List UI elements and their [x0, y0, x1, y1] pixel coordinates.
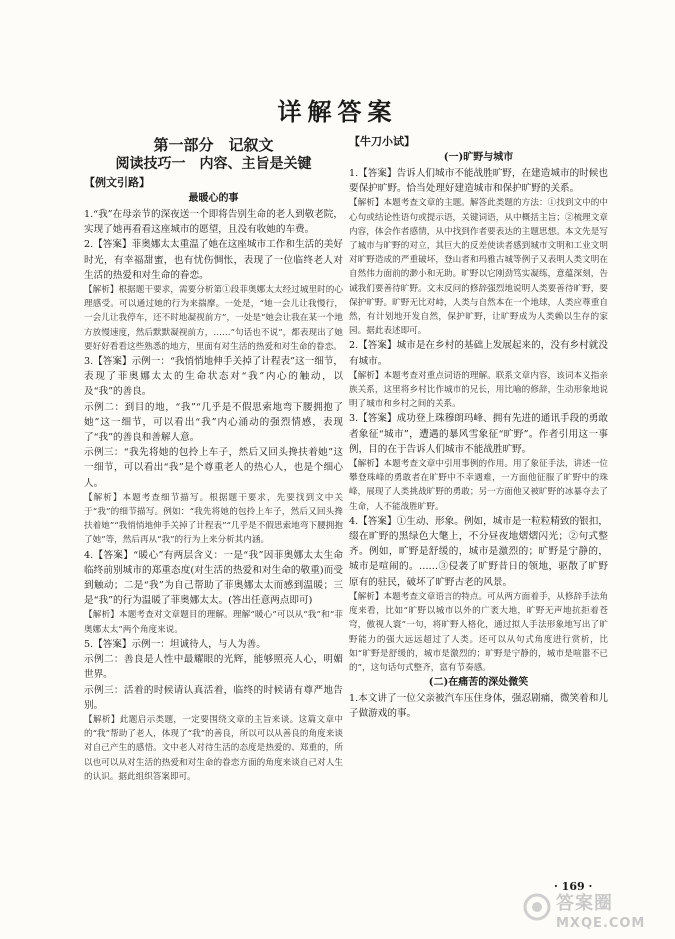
- analysis-paragraph: 【解析】本题考查细节描写。根据题干要求，先要找到文中关于“我”的细节描写。例如：“我先将她的包拎上车子，然后又回头搀扶着她”“我悄悄地伸手关掉了计程表”“几乎是不假思索地弯下腰拥抱了她”等，然后再从“我”的行为上来分析其内涵。: [84, 492, 343, 546]
- left-answer-list: [84, 207, 343, 784]
- watermark-url: MXQE.COM: [556, 916, 646, 931]
- answer-paragraph: 3.【答案】成功登上珠穆朗玛峰、拥有先进的通讯手段的勇敢者象征“城市”，遭遇的暴风雪象征“旷野”。作者引用这一事例，目的在于告诉人们城市不能战胜旷野。: [349, 413, 608, 455]
- page-title: 详解答案: [277, 97, 398, 126]
- answer-paragraph: 1.“我”在母亲节的深夜送一个即将告别生命的老人到敬老院，实现了她再看看这座城市的愿望，且没有收她的车费。: [84, 209, 343, 236]
- answer-paragraph: 2.【答案】城市是在乡村的基础上发展起来的，没有乡村就没有城市。: [349, 340, 608, 367]
- page-number: · 169 ·: [554, 880, 593, 893]
- answer-paragraph: 示例二：到目的地，“我”“几乎是不假思索地弯下腰拥抱了她”这一细节，可以看出“我”内心涌动的强烈情感，表现了“我”的善良和善解人意。: [84, 401, 343, 444]
- watermark-logo: [522, 892, 662, 936]
- right-column: [349, 133, 608, 722]
- analysis-paragraph: 【解析】本题考查对重点词语的理解。联系文章内容，该词本义指亲族关系，这里将乡村比作城市的兄长，用比喻的修辞，生动形象地说明了城市和乡村之间的关系。: [349, 370, 608, 410]
- answer-paragraph: 5.【答案】示例一：坦诚待人，与人为善。: [84, 638, 266, 650]
- part-heading: 第一部分 记叙文: [153, 136, 274, 154]
- watermark-text: 答案圈: [556, 893, 613, 914]
- analysis-paragraph: 【解析】本题考查文章语言的特点。可从两方面着手，从修辞手法角度来看，比如“旷野以城市以外的广袤大地，旷野无声地抗拒着苍穹，傲视人寰”一句，将旷野人格化，通过拟人手法形象地写出了旷野能力的强大远远超过了人类。还可以从句式角度进行赏析，比如“旷野是舒缓的，城市是激烈的；旷野是宁静的，城市是喧嚣不已的”，这句话句式整齐，富有节奏感。: [349, 591, 608, 673]
- answer-paragraph: 示例三：活着的时候请认真活着，临终的时候请有尊严地告别。: [84, 684, 343, 711]
- answer-paragraph: 3.【答案】示例一：“我悄悄地伸手关掉了计程表”这一细节，表现了菲奥娜太太的生命状态对“我”内心的触动，以及“我”的善良。: [84, 356, 343, 398]
- answer-paragraph: 1.本文讲了一位父亲被汽车压住身体，强忍剧痛，微笑着和儿子做游戏的事。: [349, 693, 608, 720]
- left-column: [84, 133, 343, 784]
- article-title: 最暖心的事: [188, 193, 239, 204]
- answer-paragraph: 4.【答案】“暖心”有两层含义：一是“我”因菲奥娜太太生命临终前别城市的郑重态度(对生活的热爱和对生命的敬重)而受到触动；二是“我”为自己帮助了菲奥娜太太而感到温暖；三是“我”的行为温暖了菲奥娜太太。(答出任意两点即可): [84, 549, 343, 607]
- section-title-2: (二)在痛苦的深处微笑: [428, 677, 529, 689]
- analysis-paragraph: 【解析】此题启示类题，一定要围绕文章的主旨来谈。这篇文章中的“我”帮助了老人，体现了“我”的善良，所以可以从善良的角度来谈对自己产生的感悟。文中老人对待生活的态度是热爱的、郑重的，所以也可以从对生活的热爱和对生命的眷恋方面的角度来谈自己对人生的认识。据此组织答案即可。: [84, 714, 343, 782]
- analysis-paragraph: 【解析】本题考查对文章题目的理解。理解“暖心”可以从“我”和“菲奥娜太太”两个角度来说。: [84, 610, 343, 635]
- answer-paragraph: 2.【答案】菲奥娜太太重温了她在这座城市工作和生活的美好时光，有幸福甜蜜，也有忧伤惆怅，表现了一位临终老人对生活的热爱和对生命的眷恋。: [84, 239, 343, 281]
- watermark-circle-icon: [522, 892, 552, 922]
- example-header: 【例文引路】: [84, 176, 150, 189]
- section-title-1: (一)旷野与城市: [443, 152, 514, 163]
- analysis-paragraph: 【解析】本题考查文章的主题。解答此类题的方法：①找到文中的中心句或结论性语句或提示语，关键词语，从中概括主旨；②梳理文章内容，体会作者感情，从中找到作者要表达的主题思想。本文先是写了城市与旷野的对立，其巨大的反差使读者感到城市文明和工业文明对旷野造成的严重破坏，登山者和玛雅古城等例子又表明人类文明在自然伟力面前的渺小和无助。旷野以它刚劲笃实凝练，意蕴深刻，告诫我们要善待旷野。文末反问的修辞强烈地说明人类要善待旷野，要保护旷野。旷野无比对峙，人类与自然本在一个地球，人类应尊重自然，有计划地开发自然，保护旷野，让旷野成为人类赖以生存的家园。据此表述即可。: [349, 198, 608, 337]
- right-answer-list-2: [349, 691, 608, 721]
- right-answer-list-1: [349, 166, 608, 675]
- answer-paragraph: 示例二：善良是人性中最耀眼的光辉，能够照亮人心，明媚世界。: [84, 654, 343, 681]
- practice-header: 【牛刀小试】: [349, 135, 415, 148]
- answer-paragraph: 4.【答案】①生动、形象。例如，城市是一粒粒精致的银扣，缀在旷野的黑绿色大氅上，不分昼夜地熠熠闪光；②句式整齐。例如，旷野是舒缓的，城市是激烈的；旷野是宁静的，城市是喧闹的。……③侵袭了旷野昔日的领地，驱散了旷野原有的驻民，破坏了旷野古老的风景。: [349, 515, 608, 588]
- skill-heading: 阅读技巧一 内容、主旨是关键: [115, 156, 312, 172]
- answer-paragraph: 示例三：“我先将她的包拎上车子，然后又回头搀扶着她”这一细节，可以看出“我”是个尊重老人的热心人，也是个细心人。: [84, 447, 343, 489]
- analysis-paragraph: 【解析】本题考查文章中引用事例的作用。用了象征手法，讲述一位攀登珠峰的勇敢者在旷野中不幸遇难，一方面他征服了旷野中的珠峰，展现了人类挑战旷野的勇敢；另一方面他又被旷野的冰暴夺去了生命，人不能战胜旷野。: [349, 459, 608, 512]
- answer-paragraph: 1.【答案】告诉人们城市不能战胜旷野，在建造城市的时候也要保护旷野。恰当处理好建造城市和保护旷野的关系。: [349, 168, 608, 195]
- analysis-paragraph: 【解析】根据题干要求，需要分析第①段菲奥娜太太经过城里时的心理感受。可以通过她的行为来揣摩。一处是，“她一会儿让我慢行，一会儿让我停车，还不时地凝视前方”，一处是“她会让我在某一个地方放慢速度，然后默默凝视前方，……”句话也不说”，都表现出了她要好好看看这些熟悉的地方，里面有对生活的热爱和对生命的眷恋。: [84, 285, 343, 352]
